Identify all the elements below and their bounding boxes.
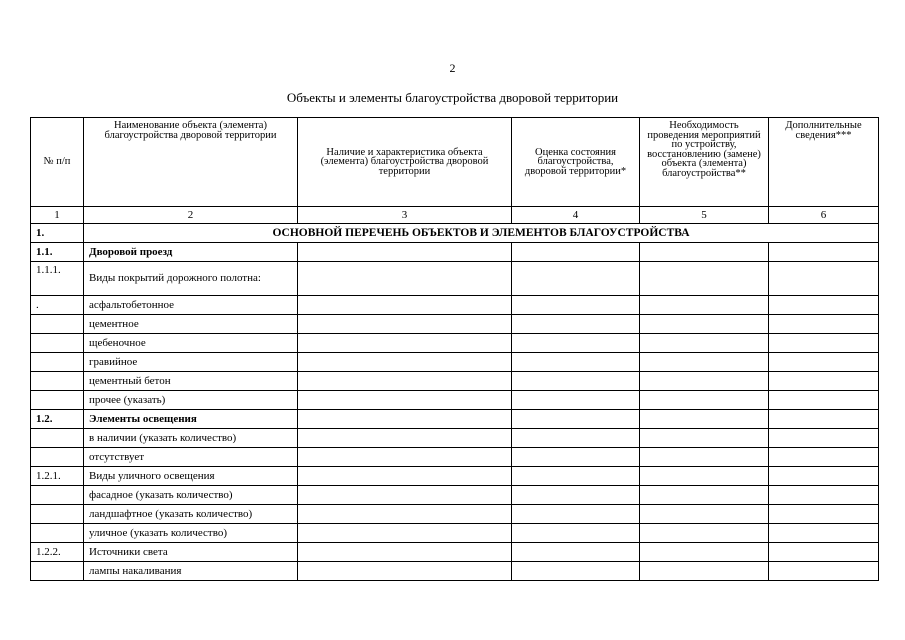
page-number: 2 [449, 61, 456, 75]
section-title: ОСНОВНОЙ ПЕРЕЧЕНЬ ОБЪЕКТОВ И ЭЛЕМЕНТОВ БЛАГОУСТРОЙСТВА [84, 224, 879, 243]
fill-in-cell[interactable] [512, 243, 640, 262]
table-row [31, 315, 879, 334]
table-row [31, 391, 879, 410]
row-number [31, 486, 84, 505]
fill-in-cell[interactable] [512, 429, 640, 448]
fill-in-cell[interactable] [512, 334, 640, 353]
row-name: асфальтобетонное [84, 296, 298, 315]
table-row [31, 353, 879, 372]
fill-in-cell[interactable] [512, 315, 640, 334]
row-name: лампы накаливания [84, 562, 298, 581]
fill-in-cell[interactable] [640, 562, 769, 581]
fill-in-cell[interactable] [769, 429, 879, 448]
fill-in-cell[interactable] [298, 391, 512, 410]
column-number: 6 [769, 207, 879, 224]
row-name: прочее (указать) [84, 391, 298, 410]
row-number [31, 524, 84, 543]
row-name: щебеночное [84, 334, 298, 353]
row-number [31, 391, 84, 410]
fill-in-cell[interactable] [769, 543, 879, 562]
column-number: 1 [31, 207, 84, 224]
fill-in-cell[interactable] [769, 391, 879, 410]
fill-in-cell[interactable] [769, 243, 879, 262]
fill-in-cell[interactable] [769, 562, 879, 581]
fill-in-cell[interactable] [769, 524, 879, 543]
fill-in-cell[interactable] [512, 353, 640, 372]
row-number [31, 315, 84, 334]
improvement-objects-table [30, 117, 879, 581]
fill-in-cell[interactable] [640, 524, 769, 543]
fill-in-cell[interactable] [640, 334, 769, 353]
fill-in-cell[interactable] [640, 486, 769, 505]
fill-in-cell[interactable] [640, 391, 769, 410]
table-row [31, 448, 879, 467]
row-number [31, 429, 84, 448]
fill-in-cell[interactable] [769, 410, 879, 429]
row-name: отсутствует [84, 448, 298, 467]
fill-in-cell[interactable] [298, 353, 512, 372]
fill-in-cell[interactable] [298, 410, 512, 429]
fill-in-cell[interactable] [769, 353, 879, 372]
fill-in-cell[interactable] [298, 448, 512, 467]
fill-in-cell[interactable] [769, 486, 879, 505]
fill-in-cell[interactable] [298, 315, 512, 334]
fill-in-cell[interactable] [298, 486, 512, 505]
row-number: 1.2.2. [31, 543, 84, 562]
row-number: 1.1.1. [31, 262, 84, 296]
header-cell: № п/п [31, 118, 84, 207]
fill-in-cell[interactable] [512, 296, 640, 315]
row-name: Элементы освещения [84, 410, 298, 429]
fill-in-cell[interactable] [769, 315, 879, 334]
row-number [31, 372, 84, 391]
header-cell: Оценка состояния благоустройства, дворовой территории* [512, 118, 640, 207]
table-row [31, 334, 879, 353]
header-cell: Наименование объекта (элемента) благоустройства дворовой территории [84, 118, 298, 207]
column-number: 3 [298, 207, 512, 224]
row-number [31, 353, 84, 372]
fill-in-cell[interactable] [640, 429, 769, 448]
fill-in-cell[interactable] [769, 505, 879, 524]
fill-in-cell[interactable] [512, 543, 640, 562]
column-number: 2 [84, 207, 298, 224]
table-row [31, 505, 879, 524]
row-name: Источники света [84, 543, 298, 562]
fill-in-cell[interactable] [640, 467, 769, 486]
fill-in-cell[interactable] [512, 505, 640, 524]
fill-in-cell[interactable] [640, 315, 769, 334]
row-number [31, 505, 84, 524]
table-row [31, 372, 879, 391]
fill-in-cell[interactable] [769, 296, 879, 315]
fill-in-cell[interactable] [298, 429, 512, 448]
row-name: Виды покрытий дорожного полотна: [84, 262, 298, 296]
table-row [31, 429, 879, 448]
table-header-row [31, 118, 879, 207]
table-row [31, 296, 879, 315]
row-name: цементный бетон [84, 372, 298, 391]
row-number: 1.1. [31, 243, 84, 262]
fill-in-cell[interactable] [769, 467, 879, 486]
fill-in-cell[interactable] [298, 243, 512, 262]
row-number: . [31, 296, 84, 315]
fill-in-cell[interactable] [769, 262, 879, 296]
table-row [31, 243, 879, 262]
fill-in-cell[interactable] [512, 391, 640, 410]
header-cell: Наличие и характеристика объекта (элемента) благоустройства дворовой территории [298, 118, 512, 207]
row-name: Виды уличного освещения [84, 467, 298, 486]
table-row [31, 543, 879, 562]
fill-in-cell[interactable] [640, 410, 769, 429]
header-cell: Дополнительные сведения*** [769, 118, 879, 207]
fill-in-cell[interactable] [640, 372, 769, 391]
section-number: 1. [31, 224, 84, 243]
fill-in-cell[interactable] [298, 296, 512, 315]
row-number [31, 448, 84, 467]
fill-in-cell[interactable] [298, 334, 512, 353]
fill-in-cell[interactable] [512, 410, 640, 429]
table-row [31, 410, 879, 429]
column-number: 5 [640, 207, 769, 224]
fill-in-cell[interactable] [512, 562, 640, 581]
fill-in-cell[interactable] [298, 543, 512, 562]
row-name: в наличии (указать количество) [84, 429, 298, 448]
row-name: фасадное (указать количество) [84, 486, 298, 505]
fill-in-cell[interactable] [769, 448, 879, 467]
row-number: 1.2. [31, 410, 84, 429]
page-title: Объекты и элементы благоустройства дворовой территории [286, 90, 619, 105]
fill-in-cell[interactable] [512, 372, 640, 391]
fill-in-cell[interactable] [298, 372, 512, 391]
column-number: 4 [512, 207, 640, 224]
row-number [31, 562, 84, 581]
row-name: Дворовой проезд [84, 243, 298, 262]
fill-in-cell[interactable] [298, 562, 512, 581]
table-row [31, 562, 879, 581]
table-row [31, 467, 879, 486]
fill-in-cell[interactable] [640, 353, 769, 372]
fill-in-cell[interactable] [512, 486, 640, 505]
row-name: ландшафтное (указать количество) [84, 505, 298, 524]
fill-in-cell[interactable] [512, 448, 640, 467]
fill-in-cell[interactable] [298, 467, 512, 486]
fill-in-cell[interactable] [298, 262, 512, 296]
fill-in-cell[interactable] [769, 334, 879, 353]
row-name: гравийное [84, 353, 298, 372]
fill-in-cell[interactable] [640, 296, 769, 315]
row-name: уличное (указать количество) [84, 524, 298, 543]
fill-in-cell[interactable] [512, 262, 640, 296]
fill-in-cell[interactable] [640, 262, 769, 296]
row-number: 1.2.1. [31, 467, 84, 486]
table-row [31, 486, 879, 505]
row-number [31, 334, 84, 353]
fill-in-cell[interactable] [298, 524, 512, 543]
fill-in-cell[interactable] [298, 505, 512, 524]
header-cell: Необходимость проведения мероприятий по устройству, восстановлению (замене) объекта (элемента) благоустройства** [640, 118, 769, 207]
fill-in-cell[interactable] [640, 243, 769, 262]
section-row [31, 224, 879, 243]
fill-in-cell[interactable] [769, 372, 879, 391]
fill-in-cell[interactable] [512, 467, 640, 486]
column-number-row [31, 207, 879, 224]
fill-in-cell[interactable] [640, 505, 769, 524]
table-row [31, 524, 879, 543]
fill-in-cell[interactable] [640, 448, 769, 467]
fill-in-cell[interactable] [640, 543, 769, 562]
fill-in-cell[interactable] [512, 524, 640, 543]
row-name: цементное [84, 315, 298, 334]
table-row [31, 262, 879, 296]
